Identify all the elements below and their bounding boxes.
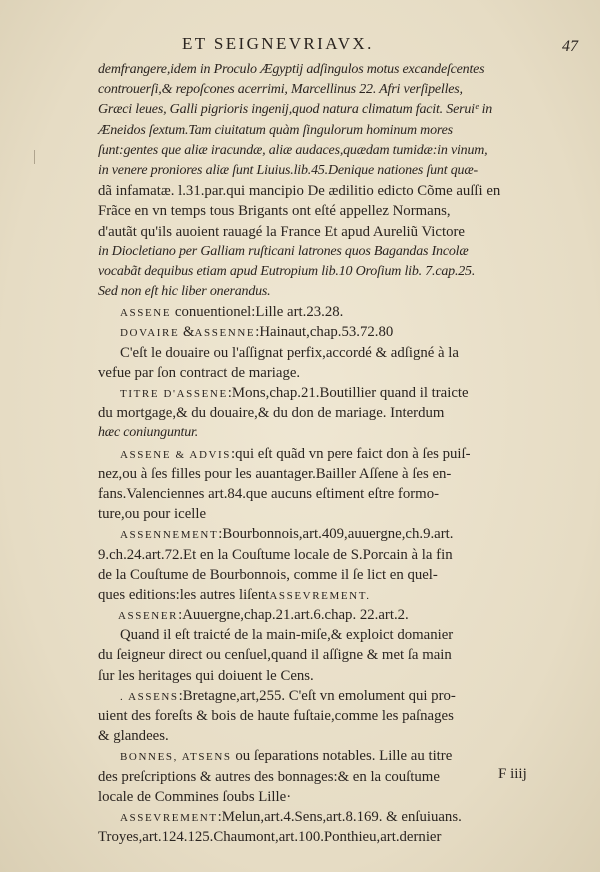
text-line	[98, 383, 520, 403]
text-line	[98, 524, 520, 544]
entry-headword: TITRE D'ASSENE	[120, 388, 228, 400]
text-line	[98, 625, 520, 645]
text-line	[98, 222, 520, 242]
text-line	[98, 484, 520, 504]
line-text: 9.ch.24.art.72.Et en la Couſtume locale de S.Porcain à la fin	[98, 546, 453, 563]
text-line	[98, 322, 520, 342]
line-text: demfrangere,idem in Proculo Ægyptij adſingulos motus excandeſcentes	[98, 62, 485, 77]
line-text: &	[179, 324, 195, 341]
text-line	[98, 141, 520, 161]
text-line	[98, 545, 520, 565]
text-line	[98, 282, 520, 302]
line-text: du ſeigneur direct ou cenſuel,quand il aſſigne & met ſa main	[98, 647, 452, 664]
text-line	[98, 767, 520, 787]
text-line	[98, 464, 520, 484]
text-line	[98, 827, 520, 847]
entry-headword: ASSENER	[118, 610, 179, 623]
line-text: :Melun,art.4.Sens,art.8.169. & enſuiuans.	[217, 808, 462, 825]
line-text: in venere proniores aliæ ſunt Liuius.lib.45.Denique nationes ſunt quæ-	[98, 162, 478, 178]
page-header	[0, 34, 600, 60]
text-line	[98, 504, 520, 524]
line-text: ques editions:les autres liſent	[98, 586, 270, 603]
entry-headword: ASSENNEMENT	[120, 529, 219, 542]
line-text: :Bourbonnois,art.409,auuergne,ch.9.art.	[218, 526, 454, 543]
text-line	[98, 121, 520, 141]
line-text: d'autãt qu'ils auoient rauagé la France Et apud Aureliũ Victore	[98, 223, 465, 240]
text-line	[98, 100, 520, 120]
text-line	[98, 565, 520, 585]
text-line	[98, 161, 520, 181]
line-text: fans.Valenciennes art.84.que aucuns eſtiment eſtre formo-	[98, 485, 440, 502]
line-text: :Hainaut,chap.53.72.80	[255, 324, 394, 341]
line-text: Troyes,art.124.125.Chaumont,art.100.Ponthieu,art.dernier	[98, 829, 442, 846]
text-line	[98, 343, 520, 363]
text-line	[98, 444, 520, 464]
text-line	[98, 585, 520, 605]
text-line	[98, 645, 520, 665]
entry-headword: ASSENE	[120, 307, 172, 320]
text-line	[98, 201, 520, 221]
line-text: :Bretagne,art,255. C'eſt vn emolument qui pro-	[178, 687, 456, 704]
line-text: vocabãt dequibus etiam apud Eutropium lib.10 Oroſium lib. 7.cap.25.	[98, 263, 476, 279]
line-text: nez,ou à ſes filles pour les auantager.Bailler Aſſene à ſes en-	[98, 465, 452, 482]
line-text: Græci leues, Galli pigrioris ingenij,quod natura climatum facit. Seruiᵉ in	[98, 102, 493, 118]
line-text: dã infamatæ. l.31.par.qui mancipio De ædilitio edicto Cõme auſſi en	[98, 183, 501, 200]
text-line	[98, 302, 520, 322]
line-text: Frãce en vn temps tous Brigants ont eſté appellez Normans,	[98, 203, 451, 220]
entry-headword: ASSEVREMENT	[120, 811, 218, 824]
text-line	[98, 787, 520, 807]
text-line	[98, 423, 520, 443]
line-text: C'eſt le douaire ou l'aſſignat perfix,accordé & adſigné à la	[120, 344, 459, 361]
text-line	[98, 706, 520, 726]
line-text: locale de Commines ſoubs Lille·	[98, 788, 292, 805]
line-text: vefue par ſon contract de mariage.	[98, 364, 301, 381]
entry-headword: ASSEVREMENT.	[269, 589, 371, 602]
line-text: conuentionel:Lille art.23.28.	[171, 304, 344, 321]
page-number: 47	[562, 38, 578, 55]
text-line	[98, 363, 520, 383]
text-line	[98, 686, 520, 706]
entry-headword: . ASSENS	[120, 690, 179, 703]
entry-headword: DOVAIRE	[120, 327, 180, 340]
line-text: Quand il eſt traicté de la main-miſe,& exploict domanier	[120, 627, 454, 644]
line-text: :qui eſt quãd vn pere faict don à ſes puiſ-	[231, 445, 471, 462]
text-line	[98, 746, 520, 766]
entry-headword: BONNES, ATSENS	[120, 751, 232, 764]
text-line	[98, 403, 520, 423]
line-text: ſunt:gentes que aliæ iracundæ, aliæ audaces,quædam tumidæ:in vinum,	[98, 142, 488, 158]
text-line	[98, 181, 520, 201]
line-text: :Auuergne,chap.21.art.6.chap. 22.art.2.	[178, 607, 409, 624]
line-text: hæc coniunguntur.	[98, 425, 199, 441]
entry-headword: ASSENE & ADVIS	[120, 448, 232, 461]
text-line	[98, 605, 520, 625]
line-text: :Mons,chap.21.Boutillier quand il traicte	[227, 385, 469, 401]
text-line	[98, 60, 520, 80]
running-title: ET SEIGNEVRIAVX.	[182, 34, 374, 53]
line-text: ſur les heritages qui doiuent le Cens.	[98, 667, 314, 684]
margin-mark	[34, 150, 41, 164]
text-body	[98, 60, 520, 847]
line-text: du mortgage,& du douaire,& du don de mariage. Interdum	[98, 405, 445, 422]
line-text: in Diocletiano per Galliam ruſticani latrones quos Bagandas Incolæ	[98, 243, 469, 259]
text-line	[98, 666, 520, 686]
line-text: uient des foreſts & bois de haute fuſtaie,comme les paſnages	[98, 708, 454, 724]
text-line	[98, 262, 520, 282]
entry-headword: ASSENNE	[194, 327, 256, 340]
line-text: & glandees.	[98, 728, 169, 745]
text-line	[98, 807, 520, 827]
text-line	[98, 80, 520, 100]
catchword: F iiij	[498, 766, 527, 782]
text-line	[98, 242, 520, 262]
line-text: de la Couſtume de Bourbonnois, comme il ſe lict en quel-	[98, 566, 438, 583]
text-line	[98, 726, 520, 746]
line-text: ture,ou pour icelle	[98, 506, 207, 523]
line-text: ou ſeparations notables. Lille au titre	[231, 748, 453, 765]
line-text: des preſcriptions & autres des bonnages:& en la couſtume	[98, 768, 440, 785]
line-text: Æneidos ſextum.Tam ciuitatum quàm ſingulorum hominum mores	[98, 122, 453, 138]
line-text: controuerſi,& repoſcones acerrimi, Marcellinus 22. Afri verſipelles,	[98, 82, 463, 98]
line-text: Sed non eſt hic liber onerandus.	[98, 284, 271, 300]
